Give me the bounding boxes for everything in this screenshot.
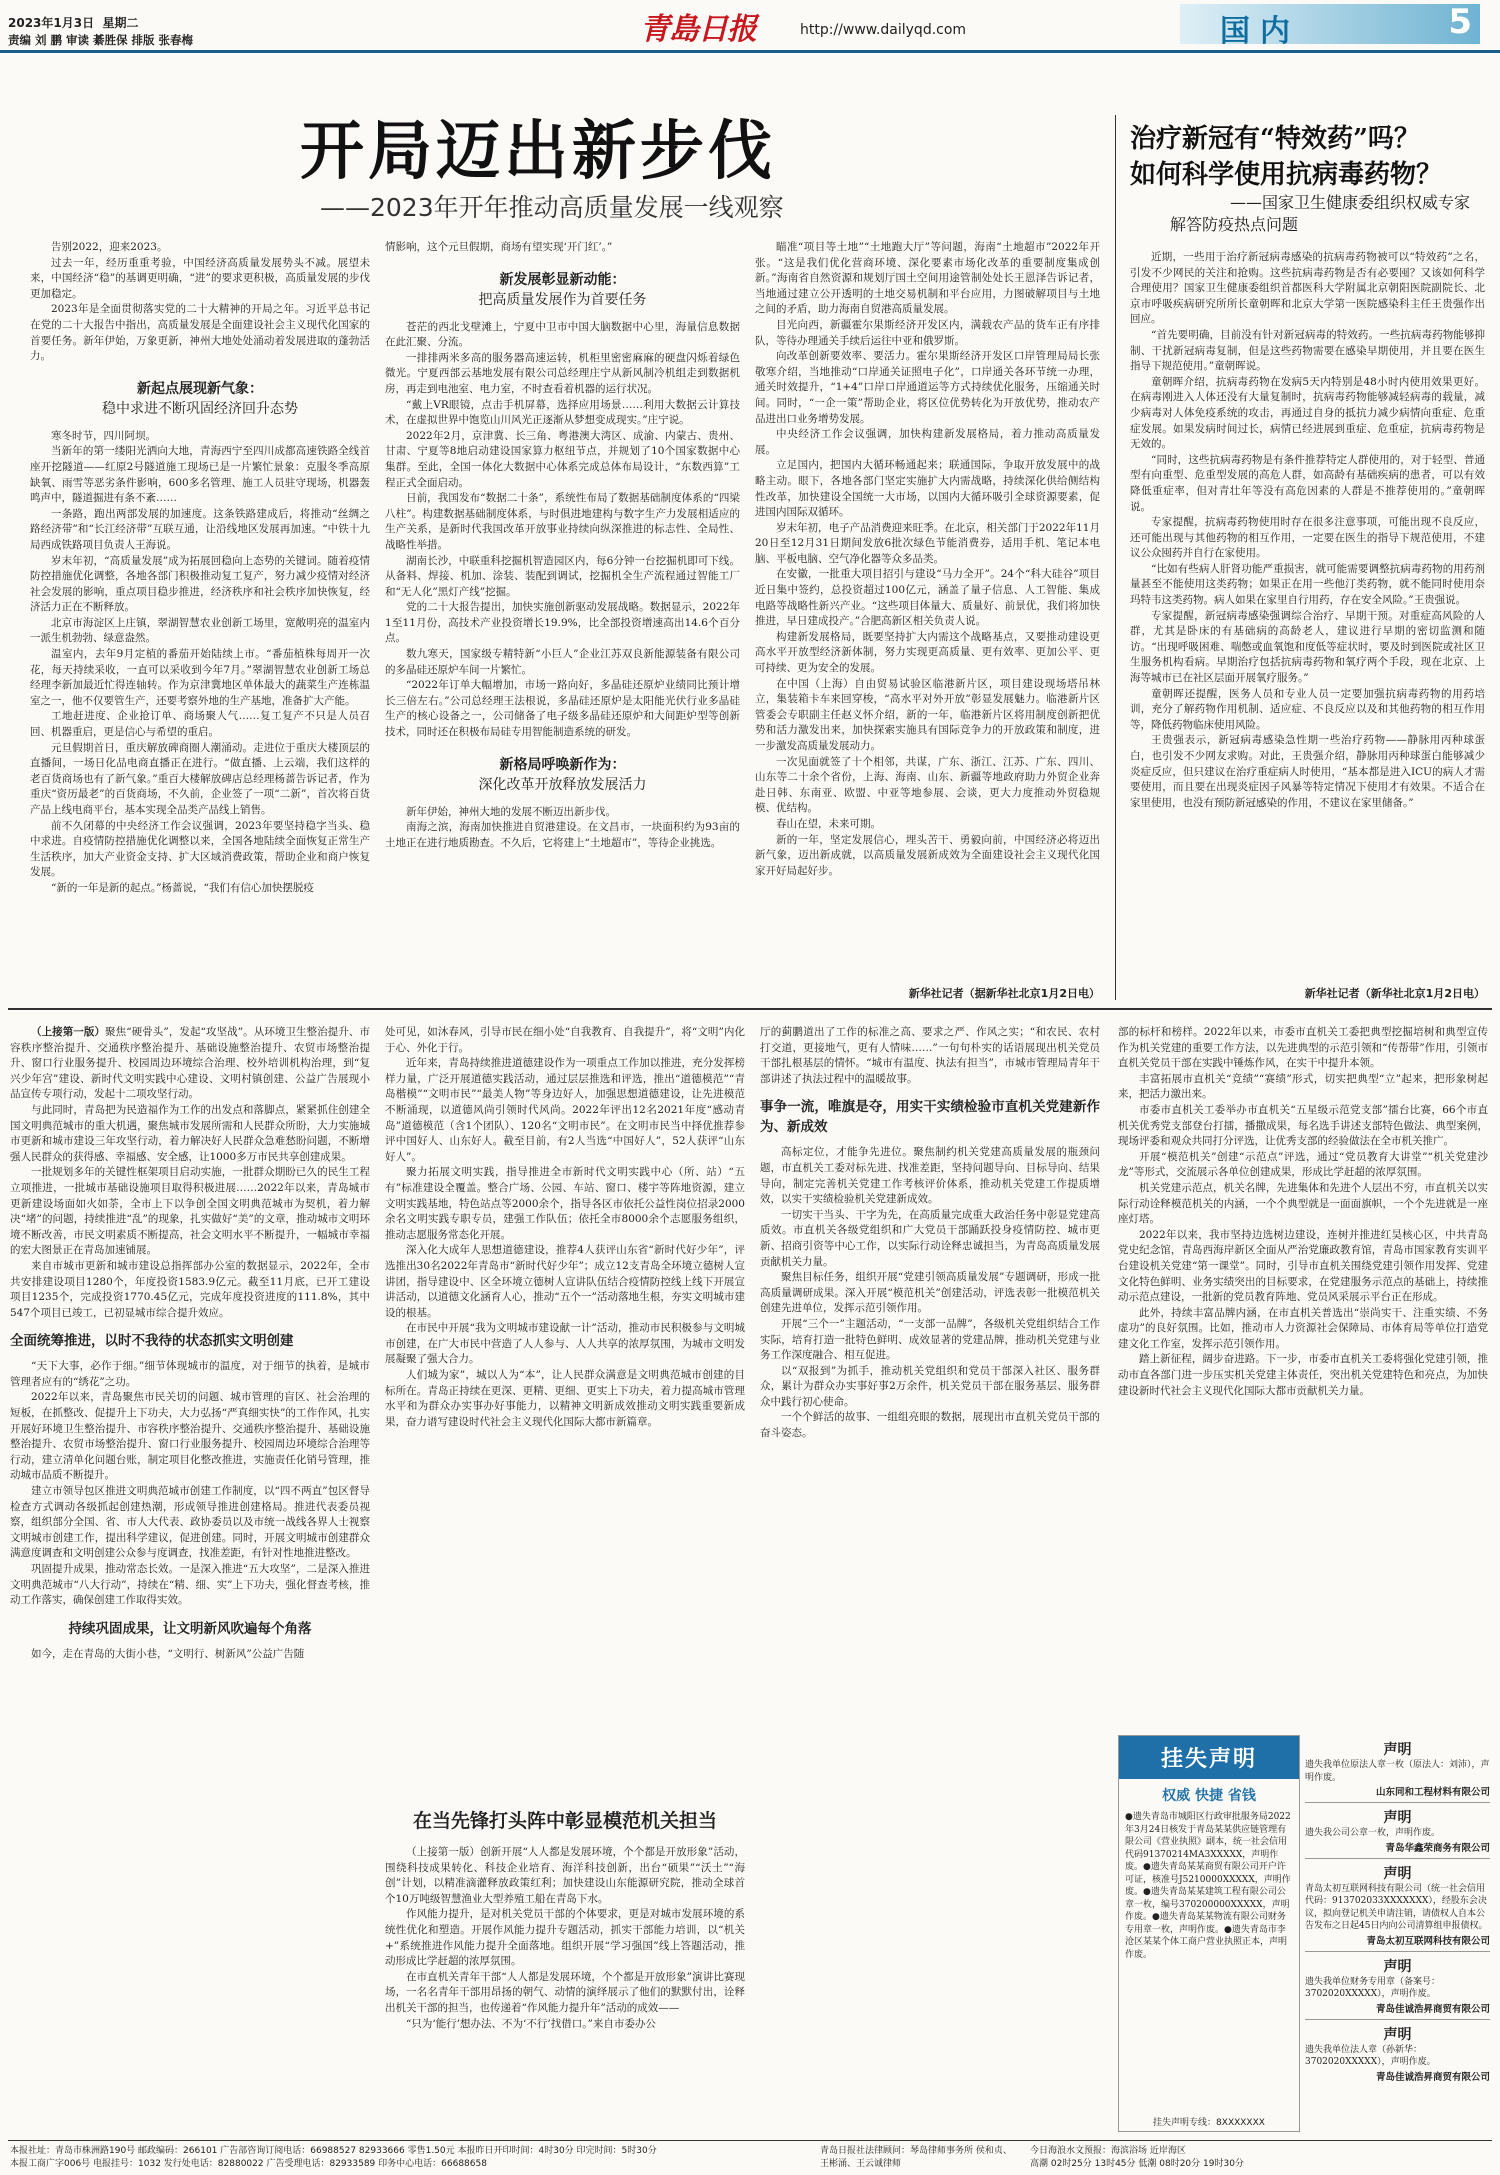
lower-article-title-2: 在当先锋打头阵中彰显模范机关担当 — [412, 1810, 717, 1832]
qa-subtitle-1: ——国家卫生健康委组织权威专家 — [1230, 193, 1471, 212]
section-banner — [1180, 2, 1480, 49]
ad-notice-body: ●遗失青岛市城阳区行政审批服务局2022年3月24日核发于青岛某某供应链管理有限公司《营业执照》副本，统一社会信用代码91370214MA3XXXXX，声明作废。●遗失青岛某某商贸有限公司开户许可证，核准号J5210000XXXXX，声明作废。●遗失青岛某某建筑工程有限公司公章一枚，编号370200000XXXXX，声明作废。●遗失青岛某某物流有限公司财务专用章一枚，声明作废。●遗失青岛市李沧区某某个体工商户营业执照正本，声明作废。 — [1125, 1812, 1291, 1960]
declaration-item: 声明 遗失我单位原法人章一枚（原法人：刘沛），声明作废。 山东同和工程材料有限公司 — [1305, 1735, 1490, 1803]
header-rule — [0, 50, 1500, 53]
lower-subhead-1: 全面统筹推进，以时不我待的状态抓实文明创建 — [10, 1333, 294, 1350]
lower-col-2b: （上接第一版）创新开展“人人都是发展环境，个个都是开放形象”活动，围绕科技成果转化、科技企业培育、海洋科技创新，出台“硕果”“沃土”“海创”计划，以精准滴灌释放政策红利；加快建设山东能源研究院，推动全球首个10万吨级智慧渔业大型养殖工船在青岛下水。 作风能力提升，是对机关党员干部的个体要求，更是对城市发展环境的系统性优化和塑造。开展作风能力提升专题活动，抓实干部能力培训，以“机关+”系统推进作风能力提升全面落地。组织开展“学习强国”线上答题活动，推动形成比学赶超的浓厚氛围。 在市直机关青年干部“人人都是发展环境，个个都是开放形象”演讲比赛现场，一名名青年干部用昂扬的朝气、动情的演绎展示了他们的默默付出，诠释出机关干部的担当，也传递着“作风能力提升年”活动的成效—— “只为‘能行’想办法、不为‘不行’找借口。”来自市委办公 — [385, 1846, 745, 2030]
ad-header — [1119, 1736, 1299, 1779]
declaration-item: 声明 青岛太初互联网科技有限公司（统一社会信用代码：913702033XXXXXXX），经股东会决议，拟向登记机关申请注销，请债权人自本公告发布之日起45日内向公司清算组申报债权。 青岛太初互联网科技有限公司 — [1305, 1859, 1490, 1952]
footer-rule — [8, 2140, 1492, 2141]
qa-title-1: 治疗新冠有“特效药”吗？ — [1130, 124, 1420, 154]
lower-col-3: 厅的蓟鹏道出了工作的标准之高、要求之严、作风之实；“和农民、农村打交道，更接地气，更有人情味……”一句句朴实的话语展现出机关党员干部扎根基层的情怀。“城市有温度、执法有担当”，市城市管理局青年干部讲述了执法过程中的温暖故事。 事争一流，唯旗是夺，用实干实绩检验市直机关党建新作为、新成效 高标定位，才能争先进位。聚焦制约机关党建高质量发展的瓶颈问题，市直机关工委对标先进、找准差距，坚持问题导向、目标导向、结果导向，制定完善机关党建工作考核评价体系，推动机关党建工作提质增效，以实干实绩检验机关党建新成效。 一切实干当头、干字为先，在高质量完成重大政治任务中彰显党建高质效。市直机关各级党组织和广大党员干部踊跃投身疫情防控、城市更新、招商引资等中心工作，以实际行动诠释忠诚担当，为青岛高质量发展贡献机关力量。 聚焦目标任务，组织开展“党建引领高质量发展”专题调研，形成一批高质量调研成果。深入开展“模范机关”创建活动，评选表彰一批模范机关创建先进单位，发挥示范引领作用。 开展“三个一”主题活动，“一支部一品牌”，各级机关党组织结合工作实际，培育打造一批特色鲜明、成效显著的党建品牌，推动机关党建与业务工作深度融合、相互促进。 以“双报到”为抓手，推动机关党组织和党员干部深入社区、服务群众，累计为群众办实事好事2万余件，机关党员干部在服务基层、服务群众中践行初心使命。 一个个鲜活的故事、一组组亮眼的数据，展现出市直机关党员干部的奋斗姿态。 — [760, 1026, 1100, 1440]
col-divider-right — [1115, 115, 1116, 1000]
masthead-logo: 青島日报 — [640, 12, 756, 47]
lead-subhead-2b: 把高质量发展作为首要任务 — [478, 291, 647, 308]
page-number: 5 — [1448, 2, 1472, 42]
header-editors: 责编 刘 鹏 审读 綦胜保 排版 张春梅 — [8, 33, 194, 47]
lead-col-1: 告别2022，迎来2023。 过去一年，经历重重考验，中国经济高质量发展势头不减。展望未来，中国经济“稳”的基调更明确，“进”的要求更积极，高质量发展的步伐更加稳定。 2023年是全面贯彻落实党的二十大精神的开局之年。习近平总书记在党的二十大报告中指出，高质量发展是全面建设社会主义现代化国家的首要任务。新年伊始，万象更新，神州大地处处涌动着发展进取的蓬勃活力。 新起点展现新气象： 稳中求进不断巩固经济回升态势 寒冬时节，四川阿坝。 当新年的第一缕阳光洒向大地，青海西宁至四川成都高速铁路全线首座开挖隧道——红原2号隧道施工现场已是一片繁忙景象：克服冬季高原缺氧、雨雪等恶劣条件影响，600多名管理、施工人员驻守现场，机器轰鸣声中，隧道掘进有条不紊…… 一条路，跑出两部发展的加速度。这条铁路建成后，将推动“丝绸之路经济带”和“长江经济带”互联互通，让沿线地区发展再加速。“中铁十九局西成铁路项目负责人王海说。 岁末年初，“高质量发展”成为拓展回稳向上态势的关键词。随着疫情防控措施优化调整，各地各部门积极推动复工复产，努力减少疫情对经济社会发展的影响，重点项目稳步推进，经济秩序和社会秩序加快恢复，经济活力正在不断释放。 北京市海淀区上庄镇，翠湖智慧农业创新工场里，宽敞明亮的温室内一派生机勃勃、绿意盎然。 温室内，去年9月定植的番茄开始陆续上市。“番茄植株每周开一次花，每天持续采收，一直可以采收到今年7月。”翠湖智慧农业创新工场总经理李新加最近忙得连轴转。作为京津冀地区单体最大的蔬菜生产连栋温室之一，他不仅要管生产，还要考察外地的生产基地，准备扩大产能。 工地赶进度、企业抢订单、商场聚人气……复工复产不只是人员召回、机器重启，更是信心与希望的重启。 元旦假期首日，重庆解放碑商圈人潮涌动。走进位于重庆大楼顶层的直播间，一场日化品电商直播正在进行。“做直播、上云端，我们这样的老百货商场也有了新气象。”重百大楼解放碑店总经理杨蔷告诉记者，作为重庆“资历最老”的百货商场，不久前，企业签了一项“二新”，首次将百货产品上线电商平台，基本实现全品类产品线上销售。 前不久闭幕的中央经济工作会议强调，2023年要坚持稳字当头、稳中求进。自疫情防控措施优化调整以来，全国各地陆续全面恢复正常生产生活秩序，加大产业资金支持、扩大区域消费政策，帮助企业和商户恢复发展。 “新的一年是新的起点。”杨蔷说，“我们有信心加快摆脱疫 — [30, 241, 370, 894]
lead-signature: 新华社记者（据新华社北京1月2日电） — [908, 987, 1100, 1000]
lead-subhead-3b: 深化改革开放释放发展活力 — [478, 776, 647, 793]
lead-col-2: 情影响，这个元旦假期，商场有望实现‘开门红’。” 新发展彰显新动能： 把高质量发展作为首要任务 苍茫的西北戈壁滩上，宁夏中卫市中国大脑数据中心里，海量信息数据在此汇聚、分流。 一排排两米多高的服务器高速运转，机柜里密密麻麻的硬盘闪烁着绿色微光。宁夏西部云基地发展有限公司总经理庄宁从新风制冷机组走到数据机房，再走到电池室、电力室，不时查看着机器的运行状况。 “戴上VR眼镜，点击手机屏幕，选择应用场景……利用大数据云计算技术，在虚拟世界中饱览山川风光正逐渐从梦想变成现实。”庄宁说。 2022年2月，京津冀、长三角、粤港澳大湾区、成渝、内蒙古、贵州、甘肃、宁夏等8地启动建设国家算力枢纽节点，并规划了10个国家数据中心集群。至此，全国一体化大数据中心体系完成总体布局设计，“东数西算”工程正式全面启动。 日前，我国发布“数据二十条”，系统性布局了数据基础制度体系的“四梁八柱”。构建数据基础制度体系，与时俱进地建构与数字生产力发展相适应的生产关系，是新时代我国改革开放事业持续向纵深推进的标志性、全局性、战略性举措。 湖南长沙，中联重科挖掘机智造园区内，每6分钟一台挖掘机即可下线。从备料、焊接、机加、涂装、装配到调试，挖掘机全生产流程通过智能工厂和“无人化”黑灯产线”挖掘。 党的二十大报告提出，加快实施创新驱动发展战略。数据显示，2022年1至11月份，高技术产业投资增长19.9%，比全部投资增速高出14.6个百分点。 数九寒天，国家级专精特新“小巨人”企业江苏双良新能源装备有限公司的多晶硅还原炉车间一片繁忙。 “2022年订单大幅增加，市场一路向好，多晶硅还原炉业绩同比预计增长三倍左右。”公司总经理王法根说，多晶硅还原炉是太阳能光伏行业多晶硅生产的核心设备之一，公司储备了电子级多晶硅还原炉和大间距炉型等创新技术，同时还在积极布局硅专用智能制造系统的研发。 新格局呼唤新作为： 深化改革开放释放发展活力 新年伊始，神州大地的发展不断迈出新步伐。 南海之滨，海南加快推进自贸港建设。在文昌市，一块面积约为93亩的土地正在进行地质勘查。不久后，它将建上“土地超市”，等待企业挑选。 — [385, 241, 740, 849]
header-date: 2023年1月3日 星期二 — [8, 16, 139, 30]
qa-subtitle-2: 解答防疫热点问题 — [1170, 215, 1299, 234]
declaration-item: 声明 遗失我单位法人章（孙新华：3702020XXXXX），声明作废。 青岛佳诚浩昇商贸有限公司 — [1305, 2026, 1490, 2083]
lower-col-2: 处可见，如沐春风，引导市民在细小处“自我教育、自我提升”，将“文明”内化于心、外化于行。 近年来，青岛持续推进道德建设作为一项重点工作加以推进，充分发挥榜样力量，广泛开展道德实践活动，通过层层推选和评选，推出“道德模范”“青岛楷模”“文明市民”“最美人物”等身边好人，加强思想道德建设，让先进模范不断涌现，以道德风尚引领时代风尚。2022年评出12名2021年度“感动青岛”道德模范（含1个团队）、120名“文明市民”。在文明市民当中择优推荐参评中国好人、山东好人。截至目前，有2人当选“中国好人”，52人获评“山东好人”。 聚力拓展文明实践，指导推进全市新时代文明实践中心（所、站）“五有”标准建设全覆盖。整合广场、公园、车站、窗口、楼宇等阵地资源，建立文明实践基地，特色站点等2000余个，指导各区市依托公益性岗位招录2000余名文明实践专职专员，建强工作队伍；依托全市8000余个志愿服务组织，推动志愿服务常态化开展。 深入化大成年人思想道德建设，推荐4人获评山东省“新时代好少年”，评选推出30名2022年青岛市“新时代好少年”；成立12支青岛全环境立德树人宣讲团，指导建设中、区全环境立德树人宣讲队伍结合疫情防控线上线下开展宣讲活动，以道德文化涵育人心，推动“五个一”活动落地生根，夯实文明城市建设的根基。 在市民中开展“我为文明城市建设献一计”活动，推动市民积极参与文明城市创建，在广大市民中营造了人人参与、人人共享的浓厚氛围，为城市文明发展凝聚了强大合力。 人们城为家”，城以人为“本”，让人民群众满意是文明典范城市创建的目标所在。青岛正持续在更深、更精、更细、更实上下功夫，着力提高城市管理水平和为群众办实事办好事能力，以精神文明新成效推动文明实践重要新成果，奋力谱写建设时代社会主义现代化国际大都市新篇章。 — [385, 1026, 745, 1428]
declaration-item: 声明 遗失我单位财务专用章（备案号：3702020XXXXX），声明作废。 青岛佳诚浩昇商贸有限公司 — [1305, 1952, 1490, 2020]
section-label: 国内 — [1220, 14, 1300, 49]
ad-subtitle: 权威 快捷 省钱 — [1162, 1788, 1256, 1804]
lead-subhead-1b: 稳中求进不断巩固经济回升态势 — [102, 400, 298, 417]
qa-body: 近期，一些用于治疗新冠病毒感染的抗病毒药物被可以“特效药”之名，引发不少网民的关注和抢购。这些抗病毒药物是否有必要囤？又该如何科学合理使用？国家卫生健康委组织首都医科大学附属北京朝阳医院副院长、北京市呼吸疾病研究所所长童朝晖和北京大学第一医院感染科主任王贵强作出回应。 “首先要明确，目前没有针对新冠病毒的特效药。一些抗病毒药物能够抑制、干扰新冠病毒复制，但是这些药物需要在感染早期使用，并且要在医生指导下规范使用。”童朝晖说。 童朝晖介绍，抗病毒药物在发病5天内特别是48小时内使用效果更好。在病毒刚进入人体还没有大量复制时，抗病毒药物能够减轻病毒的载量，减少病毒对人体免疫系统的攻击，再通过自身的抵抗力减少病情向重症、危重症发展。如果发病时间过长，病情已经进展到重症、危重症，抗病毒药物是无效的。 “同时，这些抗病毒药物是有条件推荐特定人群使用的，对于轻型、普通型有向重型、危重型发展的高危人群，如高龄有基础疾病的患者，可以有效降低重症率，但对青壮年等没有高危因素的人群是不推荐使用的。”童朝晖说。 专家提醒，抗病毒药物使用时存在很多注意事项，可能出现不良反应，还可能出现与其他药物的相互作用，一定要在医生的指导下规范使用，不建议公众囤药并自行在家使用。 “比如有些病人肝肾功能严重损害，就可能需要调整抗病毒药物的用药剂量甚至不能使用这类药物；如果正在用一些他汀类药物，就不能同时使用奈玛特韦这类药物。病人如果在家里自行用药，存在安全风险。”王贵强说。 专家提醒，新冠病毒感染强调综合治疗、早期干预。对重症高风险的人群，尤其是卧床的有基础病的高龄老人，建议进行早期的密切监测和随访。“出现呼吸困难、喘憋或血氧饱和度低等症状时，要及时到医院或社区卫生服务机构看病。早期治疗包括抗病毒药物和氧疗两个手段，现在北京、上海等城市已在社区层面开展氧疗服务。” 童朝晖还提醒，医务人员和专业人员一定要加强抗病毒药物的用药培训，充分了解药物作用机制、适应症、不良反应以及和其他药物的相互作用等，降低药物临床使用风险。 王贵强表示，新冠病毒感染急性期一些治疗药物——静脉用丙种球蛋白，也引发不少网友求购。对此，王贵强介绍，静脉用丙种球蛋白能够减少炎症反应，但只建议在治疗重症病人时使用，“基本都是进入ICU的病人才需要使用，而且要在出现炎症因子风暴等特定情况下使用才有效果。不适合在家里使用，也没有预防新冠感染的作用，不建议在家里储备。” — [1130, 251, 1485, 809]
qa-signature: 新华社记者（新华社北京1月2日电） — [1304, 987, 1485, 1000]
lead-subhead-2a: 新发展彰显新动能： — [499, 271, 626, 288]
ad-phone[interactable]: 挂失声明专线：8XXXXXXX — [1153, 2118, 1265, 2128]
lost-notice-ad — [1118, 1735, 1300, 2132]
lead-title: 开局迈出新步伐 — [300, 114, 776, 189]
lower-col-4: 部的标杆和榜样。2022年以来，市委市直机关工委把典型挖掘培树和典型宣传作为机关党建的重要工作方法，以先进典型的示范引领和“传帮带”作用，引领市直机关党员干部在实践中锤炼作风，在实干中提升本领。 丰富拓展市直机关“竞绩”“赛绩”形式，切实把典型“立”起来，把形象树起来，把活力激出来。 市委市直机关工委举办市直机关“五星级示范党支部”擂台比赛，66个市直机关优秀党支部登台打擂，播撒成果，每名选手讲述支部特色做法、典型案例，现场评委和观众共同打分评选，让优秀支部的经验做法在全市机关推广。 开展“模范机关”创建“示范点”评选，通过“党员教育大讲堂”“机关党建沙龙”等形式，交流展示各单位创建成果，形成比学赶超的浓厚氛围。 机关党建示范点，机关名牌，先进集体和先进个人层出不穷，市直机关以实际行动诠释模范机关的内涵，一个个典型就是一面面旗帜，一个个先进就是一座座灯塔。 2022年以来，我市坚持边选树边建设，连树并推进红昊核心区，中共青岛党史纪念馆，青岛西海岸新区全面从严治党廉政教育馆，青岛市国家教育实训平台建设机关党建“第一课堂”。同时，引导市直机关围绕党建引领作用发挥、党建文化特色鲜明、业务实绩突出的目标要求，在党建服务示范点的基础上，持续推动示范点建设，一批新的党员教育阵地、党员风采展示平台正在形成。 此外，持续丰富品牌内涵，在市直机关普选出“崇尚实干、注重实绩、不务虚功”的良好氛围。比如，推动市人力资源社会保障局、市体育局等单位打造党建文化工作室，发挥示范引领作用。 踏上新征程，阔步奋进路。下一步，市委市直机关工委将强化党建引领，推动市直各部门进一步压实机关党建主体责任，突出机关党建特色和亮点，为加快建设新时代社会主义现代化国际大都市贡献机关力量。 — [1118, 1026, 1488, 1397]
declaration-item: 声明 遗失我公司公章一枚，声明作废。 青岛华鑫荣商务有限公司 — [1305, 1803, 1490, 1859]
lower-col-1: （上接第一版）聚焦“硬骨头”，发起“攻坚战”。从环境卫生整治提升、市容秩序整治提升、交通秩序整治提升、基础设施整治提升、农贸市场整治提升、窗口行业服务提升、校园周边环境综合治理、校外培训机构治理，到“复兴少年宫”建设、新时代文明实践中心建设、文明村镇创建、公益广告展现小品宣传专项行动，发起十二项攻坚行动。 与此同时，青岛把为民造福作为工作的出发点和落脚点，紧紧抓住创建全国文明典范城市的重大机遇，聚焦城市发展所需和人民群众所盼，大力实施城市更新和城市建设三年攻坚行动，着力解决好人民群众急难愁盼问题，不断增强人民群众的获得感、幸福感、安全感，让1000多万市民共享创建成果。 一批规划多年的关键性框架项目启动实施，一批群众期盼已久的民生工程立项推进，一批城市基础设施项目取得积极进展……2022年以来，青岛城市更新建设场面如火如荼，全市上下以争创全国文明典范城市为契机，着力解决“堵”的问题，持续推进“乱”的现象，扎实做好“美”的文章，推动城市文明环境不断改善，市民文明素质不断提高，社会文明水平不断提升，一幅城市幸福的宏大图景正在青岛加速铺展。 来自市城市更新和城市建设总指挥部办公室的数据显示，2022年，全市共安排建设项目1280个，年度投资1583.9亿元。截至11月底，已开工建设项目1235个，完成投资1770.45亿元，完成年度投资进度的111.8%，其中547个项目已竣工，已初显城市综合提升效应。 全面统筹推进，以时不我待的状态抓实文明创建 “天下大事，必作于细。”细节体现城市的温度，对于细节的执着，是城市管理者应有的“绣花”之功。 2022年以来，青岛聚焦市民关切的问题、城市管理的盲区、社会治理的短板，在抓整改、促提升上下功夫，大力弘扬“严真细实快”的工作作风，扎实开展好环境卫生整治提升、市容秩序整治提升、交通秩序整治提升、基础设施整治提升、农贸市场整治提升、窗口行业服务提升、校园周边环境综合治理等行动，建立清单化问题台账，制定项目化整改推进，实施责任化销号管理，推动城市品质不断提升。 建立市领导包区推进文明典范城市创建工作制度，以“四不两直”包区督导检查方式调动各级抓起创建热潮，形成领导推进创建格局。推进代表委员视察，组织部分全国、省、市人大代表、政协委员以及市统一战线各界人士视察文明城市创建工作，提出科学建议，促进创建。同时，开展文明城市创建群众满意度调查和文明创建公众参与度调查，找准差距，有针对性地推进整改。 巩固提升成果，推动常态长效。一是深入推进“五大攻坚”，二是深入推进文明典范城市“八大行动”，持续在“精、细、实”上下功夫，强化督查考核，推动工作落实，确保创建工作取得实效。 持续巩固成果，让文明新风吹遍每个角落 如今，走在青岛的大街小巷，“文明行、树新风”公益广告随 — [10, 1026, 370, 1660]
qa-title-2: 如何科学使用抗病毒药物？ — [1130, 160, 1443, 190]
footer-left: 本报社址：青岛市株洲路190号 邮政编码：266101 广告部咨询订阅电话：66988527 82933666 零售1.50元 本报昨日开印时间：4时30分 印完时间：5时30分 本报工商广字006号 电报挂号：1032 发行处电话：82880022 广告受理电话：82933589 印务中心电话：66688658 — [10, 2146, 657, 2169]
lower-subhead-2: 持续巩固成果，让文明新风吹遍每个角落 — [68, 1620, 312, 1637]
lead-col-3: 瞄准“项目等土地”“土地跑大厅”等问题，海南“土地超市”2022年开张。“这是我们优化营商环境、深化要素市场化改革的重要制度集成创新。”海南省自然资源和规划厅国土空间用途管制处处长王恩泽告诉记者，当地通过建立公开透明的土地交易机制和平台应用，力图破解项目与土地之间的矛盾，助力海南自贸港高质量发展。 目光向西，新疆霍尔果斯经济开发区内，满载农产品的货车正有序排队，等待办理通关手续后运往中亚和俄罗斯。 向改革创新要效率、要活力。霍尔果斯经济开发区口岸管理局局长张敬寒介绍，当地推动“口岸通关证照电子化”，口岸通关各环节统一办理，通关时效提升，“1+4”口岸口岸通道运等方式持续优化服务，压缩通关时间。同时，“一企一策”帮助企业，将区位优势转化为开放优势，推动农产品进出口业务增势发展。 中央经济工作会议强调，加快构建新发展格局，着力推动高质量发展。 立足国内，把国内大循环畅通起来；联通国际，争取开放发展中的战略主动。眼下，各地各部门坚定实施扩大内需战略，持续深化供给侧结构性改革，加快建设全国统一大市场，以国内大循环吸引全球资源要素，促进国内国际双循环。 岁末年初，电子产品消费迎来旺季。在北京，相关部门于2022年11月20日至12月31日期间发放6批次绿色节能消费券，适用手机、笔记本电脑、平板电脑、空气净化器等众多品类。 在安徽，一批重大项目招引与建设“马力全开”。24个“科大硅谷”项目近日集中签约，总投资超过100亿元，涵盖了量子信息、人工智能、集成电路等战略性新兴产业。“这些项目体量大、质量好、前景优，我们将加快推进，早日建成投产。”合肥高新区相关负责人说。 构建新发展格局，既要坚持扩大内需这个战略基点，又要推动建设更高水平开放型经济新体制，努力实现更高质量、更有效率、更加公平、更可持续、更为安全的发展。 在中国（上海）自由贸易试验区临港新片区，项目建设现场塔吊林立，集装箱卡车来回穿梭，“高水平对外开放”彰显发展魅力。临港新片区管委会专职副主任赵义怀介绍，新的一年，临港新片区将用制度创新把优势和活力激发出来，加快探索实施具有国际竞争力的开放政策和制度，进一步激发高质量发展动力。 一次见面就签了十个相邻，共谋，广东、浙江、江苏、广东、四川、山东等二十余个省份，上海、海南、山东、新疆等地政府助力外贸企业奔赴日韩、东南亚、欧盟、中亚等地参展、会谈，更大力度推动外贸稳规模、优结构。 春山在望，未来可期。 新的一年，坚定发展信心，埋头苦干、勇毅向前，中国经济必将迈出新气象，迈出新成就，以高质量发展新成效为全面建设社会主义现代化国家开好局起好步。 — [755, 241, 1100, 877]
ad-title: 挂失声明 — [1160, 1747, 1257, 1772]
lead-subhead-1a: 新起点展现新气象： — [137, 380, 263, 397]
lead-subhead-3a: 新格局呼唤新作为： — [499, 756, 626, 773]
section-divider — [8, 1008, 1492, 1010]
lead-subtitle: ——2023年开年推动高质量发展一线观察 — [320, 193, 784, 222]
lower-subhead-3: 事争一流，唯旗是夺，用实干实绩检验市直机关党建新作为、新成效 — [760, 1099, 1100, 1136]
declarations — [1305, 1735, 1490, 2087]
website-link[interactable]: http://www.dailyqd.com — [800, 22, 967, 38]
footer-middle: 青岛日报社法律顾问：琴岛律师事务所 侯和贞、王彬涌、王云诚律师 — [820, 2146, 1012, 2169]
footer-right: 今日海浪水文预报：海滨浴场 近岸海区 高潮 02时25分 13时45分 低潮 08时20分 19时30分 — [1030, 2146, 1244, 2169]
